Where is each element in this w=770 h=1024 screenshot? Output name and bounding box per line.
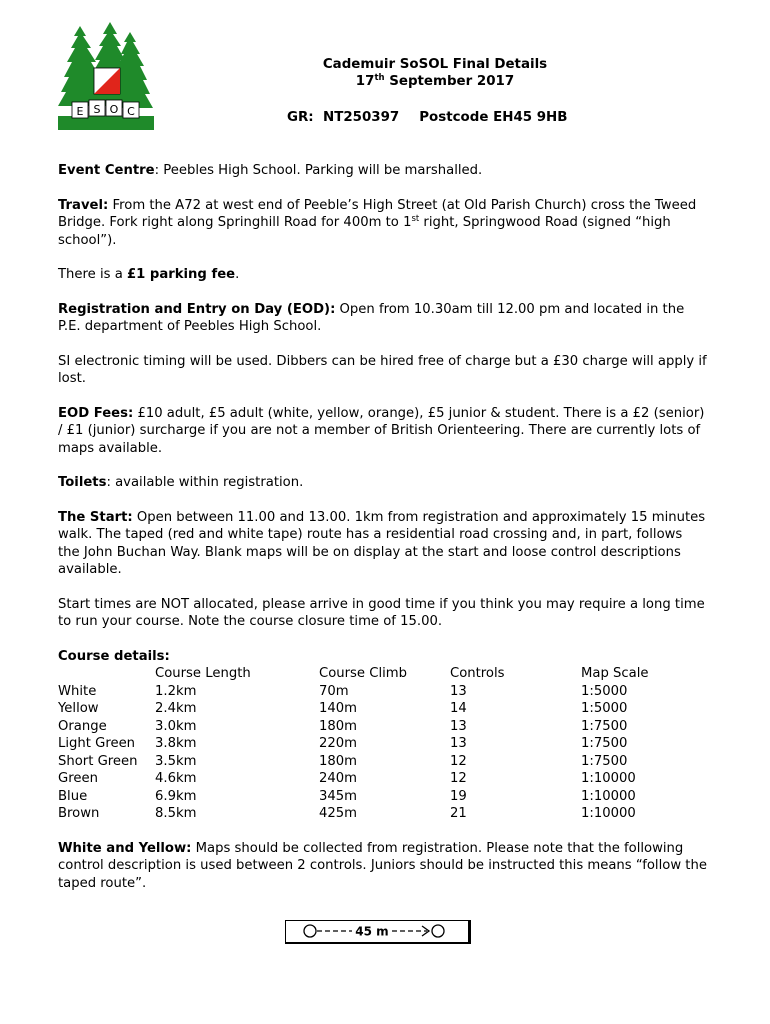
travel-paragraph: [58, 197, 708, 250]
course-controls: 19: [450, 788, 467, 804]
registration-text: Open from 10.30am till 12.00 pm and located in the P.E. department of Peebles High School.: [58, 301, 685, 334]
course-climb: 180m: [319, 753, 358, 769]
table-row: [58, 735, 701, 753]
esoc-logo-graphic: [58, 22, 154, 132]
course-map-scale: 1:10000: [581, 788, 636, 804]
column-header: Controls: [450, 666, 505, 681]
travel-sup: st: [411, 214, 420, 224]
travel-text-1: From the A72 at west end of Peeble’s High Street (at Old Parish Church) cross the Tweed Bridge. Fork right along Springhill Road for 400m to 1: [58, 197, 697, 230]
date-rest: September 2017: [384, 74, 515, 89]
column-header: [58, 665, 155, 683]
course-climb: 220m: [319, 736, 358, 751]
course-name: Light Green: [58, 736, 136, 751]
si-timing-paragraph: SI electronic timing will be used. Dibbers can be hired free of charge but a £30 charge will apply if lost.: [58, 353, 707, 386]
course-length: 3.0km: [155, 718, 197, 734]
course-map-scale: 1:7500: [581, 718, 628, 734]
course-length: 3.5km: [155, 753, 197, 769]
table-row: [58, 805, 701, 823]
esoc-logo: [58, 22, 154, 132]
table-row: [58, 683, 701, 701]
parking-fee: £1 parking fee: [126, 267, 236, 282]
event-centre-label: Event Centre: [58, 163, 155, 178]
white-yellow-label: White and Yellow:: [58, 840, 192, 856]
eod-fees-paragraph: [58, 405, 708, 458]
logo-letter-e: E: [76, 105, 84, 118]
course-map-scale: 1:7500: [581, 753, 628, 769]
logo-letter-c: C: [127, 105, 135, 118]
travel-text-2: right, Springwood Road (signed “high school”).: [58, 215, 671, 248]
parking-paragraph: [58, 266, 708, 284]
course-climb: 140m: [319, 701, 358, 716]
start-text: Open between 11.00 and 13.00. 1km from registration and approximately 15 minutes walk. The taped (red and white tape) route has a residential road crossing and, in part, follows the John Buchan Way. Blank maps will be on display at the start and loose control descriptions available.: [58, 509, 706, 577]
column-header: Map Scale: [581, 666, 649, 681]
grid-reference-line: [287, 110, 567, 125]
course-climb: 180m: [319, 718, 358, 734]
parking-text-2: .: [235, 267, 240, 282]
course-controls: 13: [450, 736, 467, 751]
course-length: 1.2km: [155, 683, 197, 699]
course-details-table: [58, 665, 701, 823]
registration-paragraph: [58, 301, 708, 336]
start-times-paragraph: Start times are NOT allocated, please arrive in good time if you think you may require a long time to run your course. Note the course closure time of 15.00.: [58, 596, 705, 629]
course-climb: 425m: [319, 806, 358, 821]
table-row: [58, 788, 701, 806]
event-centre-paragraph: [58, 162, 708, 180]
course-name: Orange: [58, 718, 107, 734]
course-name: White: [58, 683, 97, 699]
course-controls: 13: [450, 718, 467, 734]
end-control-circle-icon: [432, 925, 444, 937]
course-climb: 70m: [319, 683, 349, 699]
column-header: Course Length: [155, 666, 251, 681]
control-flag-icon: [94, 68, 120, 94]
toilets-label: Toilets: [58, 475, 107, 490]
start-paragraph: [58, 509, 708, 579]
course-map-scale: 1:7500: [581, 736, 628, 751]
start-control-circle-icon: [304, 925, 316, 937]
table-row: [58, 753, 701, 771]
course-length: 6.9km: [155, 788, 197, 804]
taped-route-icon: [286, 921, 466, 942]
table-row: [58, 718, 701, 736]
logo-letter-o: O: [109, 103, 119, 116]
course-map-scale: 1:10000: [581, 806, 636, 821]
taped-distance: 45 m: [355, 924, 389, 939]
table-header-row: [58, 665, 701, 683]
course-length: 8.5km: [155, 806, 197, 821]
course-controls: 12: [450, 753, 467, 769]
white-yellow-text: Maps should be collected from registration. Please note that the following control description is used between 2 controls. Juniors should be instructed this means “follow the taped route”.: [58, 840, 707, 891]
course-controls: 21: [450, 806, 467, 821]
course-length: 2.4km: [155, 701, 197, 716]
course-controls: 13: [450, 683, 467, 699]
course-length: 4.6km: [155, 771, 197, 786]
registration-label: Registration and Entry on Day (EOD):: [58, 301, 336, 317]
course-name: Yellow: [58, 701, 99, 716]
grid-reference: GR: NT250397: [287, 110, 400, 125]
course-name: Brown: [58, 806, 100, 821]
course-details-heading: Course details:: [58, 648, 170, 664]
toilets-paragraph: [58, 474, 708, 492]
course-name: Short Green: [58, 753, 138, 769]
event-date: [250, 73, 620, 90]
table-row: [58, 700, 701, 718]
document-title: Cademuir SoSOL Final Details: [322, 57, 548, 72]
course-length: 3.8km: [155, 736, 197, 751]
course-climb: 240m: [319, 771, 358, 786]
course-map-scale: 1:10000: [581, 771, 636, 786]
course-map-scale: 1:5000: [581, 701, 628, 716]
course-controls: 14: [450, 701, 467, 716]
postcode: Postcode EH45 9HB: [419, 110, 568, 125]
eod-fees-text: £10 adult, £5 adult (white, yellow, orange), £5 junior & student. There is a £2 (senior) / £1 (junior) surcharge if you are not a member of British Orienteering. There are currently lots of maps available.: [58, 405, 705, 456]
date-day: 17: [355, 74, 375, 89]
document-header: [250, 56, 620, 90]
course-controls: 12: [450, 771, 467, 786]
event-centre-text: : Peebles High School. Parking will be marshalled.: [154, 163, 483, 178]
table-row: [58, 770, 701, 788]
travel-label: Travel:: [58, 197, 109, 213]
taped-route-symbol: [285, 920, 471, 944]
parking-text-1: There is a: [58, 267, 127, 282]
course-climb: 345m: [319, 788, 358, 804]
document-body: [58, 162, 708, 909]
course-name: Green: [58, 771, 98, 786]
white-yellow-paragraph: [58, 840, 708, 893]
column-header: Course Climb: [319, 666, 407, 681]
date-suffix: th: [374, 73, 385, 83]
eod-fees-label: EOD Fees:: [58, 405, 134, 421]
course-name: Blue: [58, 788, 88, 804]
toilets-text: : available within registration.: [106, 475, 304, 490]
course-map-scale: 1:5000: [581, 683, 628, 699]
start-label: The Start:: [58, 509, 133, 525]
logo-letter-s: S: [93, 103, 101, 116]
